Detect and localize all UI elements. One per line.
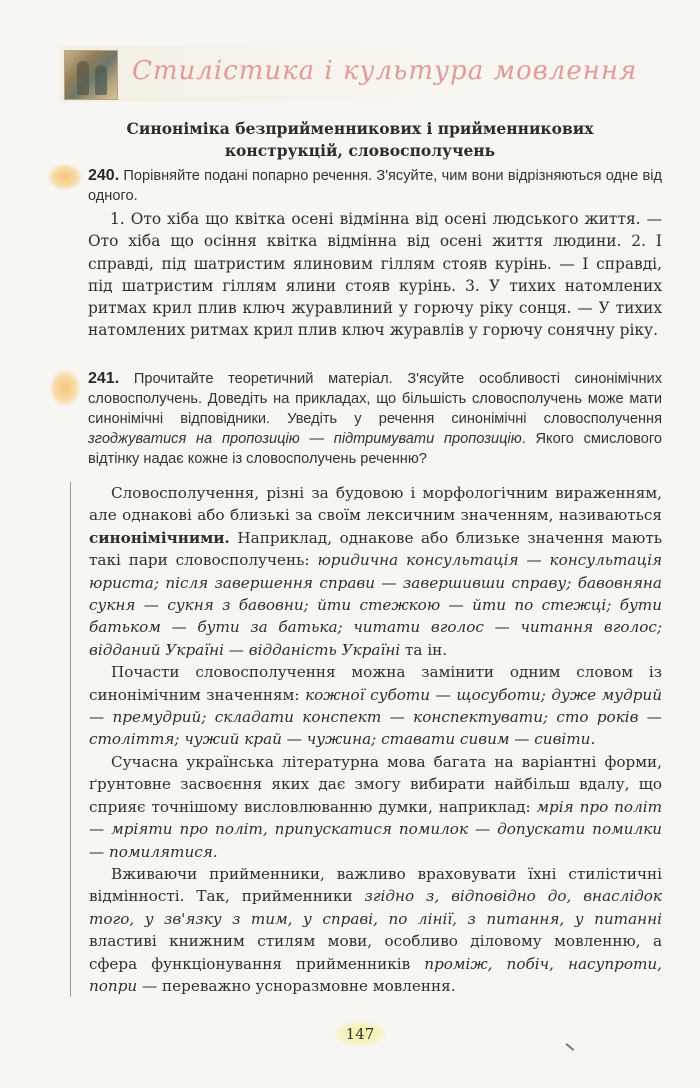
exercise-number: 240. <box>88 167 120 184</box>
exercise-241-instruction <box>88 369 662 469</box>
examples-italic: згідно з, відповідно до, внаслідок того, у зв'язку з тим, у справі, по лінії, з питання, у питанні <box>89 887 662 928</box>
exercise-text: . Якого смислового відтінку надає кожне із словосполучень реченню? <box>88 431 662 467</box>
examples-italic: мрія про політ — мріяти про політ, припускатися помилок — допускати помилки — помилятися. <box>89 797 662 861</box>
exercise-240-instruction <box>88 166 662 206</box>
text: властиві книжним стилям мови, особливо діловому мовленню, а сфера функціонування прийменників <box>89 932 662 973</box>
exercise-marker-icon <box>50 370 80 406</box>
theory-paragraph <box>89 482 662 661</box>
banner-illustration-icon <box>64 50 118 100</box>
exercise-italic-text: згоджуватися на пропозицію — підтримувати пропозицію <box>88 431 522 447</box>
exercise-marker-icon <box>48 164 82 190</box>
examples-italic: проміж, побіч, насупроти, попри <box>89 954 663 995</box>
text: Вживаючи прийменники, важливо враховувати їхні стилістичні відмінності. Так, прийменники <box>89 864 662 906</box>
text: та ін. <box>400 640 448 659</box>
text: Почасти словосполучення можна замінити одним словом із синонімічним значенням: <box>89 663 662 704</box>
text: — переважно усноразмовне мовлення. <box>137 976 456 995</box>
exercise-text: Порівняйте подані попарно речення. З'ясуйте, чим вони відрізняються одне від одного. <box>88 168 662 204</box>
exercise-number: 241. <box>88 370 120 387</box>
theory-paragraph <box>89 863 662 997</box>
term-bold: синонімічними. <box>89 528 230 547</box>
chapter-banner <box>60 46 670 102</box>
examples-italic: кожної суботи — щосуботи; дуже мудрий — премудрий; складати конспект — конспектувати; сто років — століття; чужий край — чужина; ставати сивим — сивіти. <box>89 685 662 749</box>
text: Сучасна українська літературна мова багата на варіантні форми, ґрунтовне засвоєння яких дає змогу вибирати найбільш вдалу, що сприяє точнішому висловлюванню думки, наприклад: <box>89 752 662 816</box>
exercise-240-examples: 1. Ото хіба що квітка осені відмінна від осені людського життя. — Ото хіба що осіння квітка відмінна від осені життя людини. 2. І справді, під шатристим ялиновим гіллям стояв курінь. — І справді, під шатристим гіллям ялини стояв курінь. 3. У тихих натомлених ритмах крил плив ключ журавлиний у горючу ріку сонця. — У тихих натомлених ритмах крил плив ключ журавлів у горючу сонячну ріку. <box>88 210 662 340</box>
text: Словосполучення, різні за будовою і морфологічним вираженням, але однакові або близькі за своїм лексичним значенням, називаються <box>89 484 662 525</box>
scan-mark <box>566 1043 575 1051</box>
section-title-line2: конструкцій, словосполучень <box>224 141 496 160</box>
exercise-text: Прочитайте теоретичний матеріал. З'ясуйте особливості синонімічних словосполучень. Доведіть на прикладах, що більшість словосполучень може мати синонімічні відповідники. Уведіть у речення синонімічні словосполучення <box>88 371 662 427</box>
theory-paragraph <box>89 661 662 751</box>
theory-paragraph <box>89 751 662 863</box>
section-title-line1: Синоніміка безприйменникових і прийменникових <box>126 119 594 138</box>
page-number: 147 <box>335 1022 385 1046</box>
section-title <box>60 118 660 162</box>
chapter-title: Стилістика і культура мовлення <box>132 56 638 86</box>
examples-italic: юридична консультація — консультація юриста; після завершення справи — завершивши справу; бавовняна сукня — сукня з бавовни; йти стежкою — йти по стежці; бути батьком — бути за батька; читати вголос — читання вголос; відданий Україні — відданість Україні <box>89 551 662 659</box>
figure-silhouette <box>95 65 107 95</box>
text: Наприклад, однакове або близьке значення мають такі пари словосполучень: <box>89 528 662 570</box>
figure-silhouette <box>77 61 89 95</box>
theory-block <box>70 482 662 997</box>
